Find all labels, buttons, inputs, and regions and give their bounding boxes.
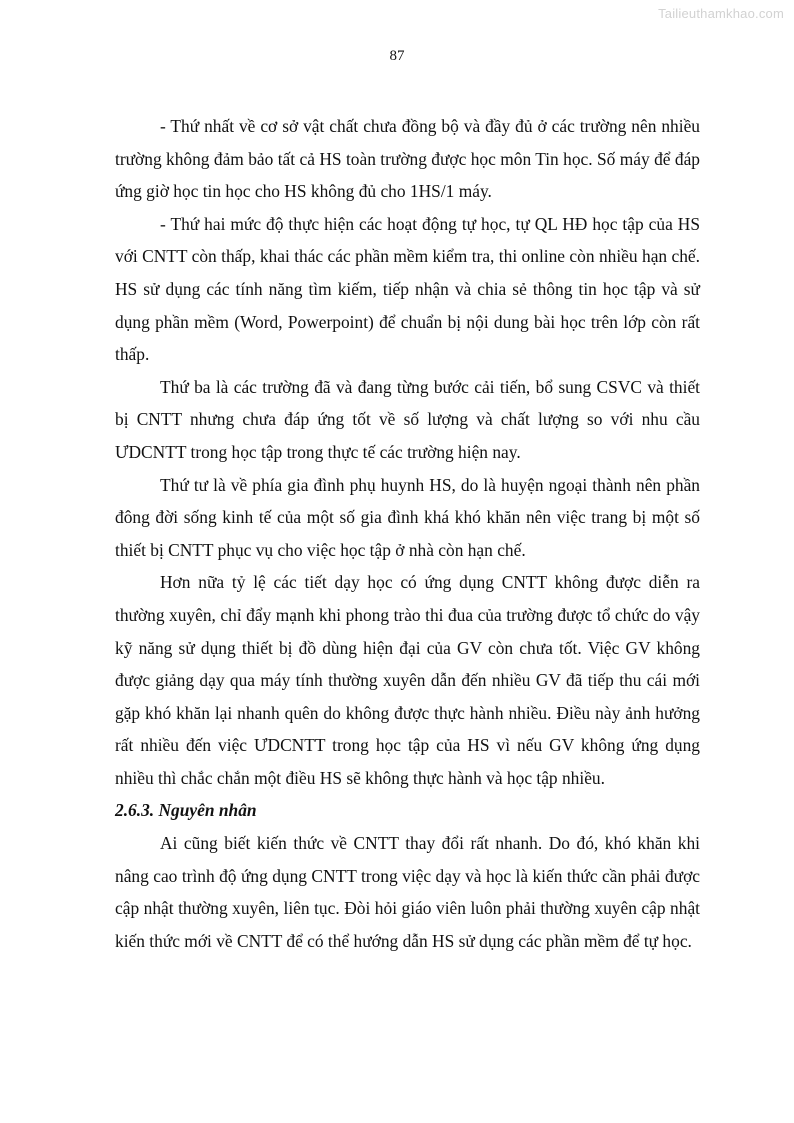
section-heading: 2.6.3. Nguyên nhân bbox=[115, 800, 257, 821]
document-body bbox=[115, 110, 700, 957]
page-number: 87 bbox=[389, 48, 405, 64]
paragraph-5: Hơn nữa tỷ lệ các tiết dạy học có ứng dụng CNTT không được diễn ra thường xuyên, chỉ đẩy mạnh khi phong trào thi đua của trường được tổ chức do vậy kỹ năng sử dụng thiết bị đồ dùng hiện đại của GV còn chưa tốt. Việc GV không được giảng dạy qua máy tính thường xuyên dẫn đến nhiều GV đã tiếp thu cái mới gặp khó khăn lại nhanh quên do không được thực hành nhiều. Điều này ảnh hưởng rất nhiều đến việc ƯDCNTT trong học tập của HS vì nếu GV không ứng dụng nhiều thì chắc chắn một điều HS sẽ không thực hành và học tập nhiều. bbox=[115, 572, 700, 788]
paragraph-4: Thứ tư là về phía gia đình phụ huynh HS, do là huyện ngoại thành nên phần đông đời sống kinh tế của một số gia đình khá khó khăn nên việc trang bị một số thiết bị CNTT phục vụ cho việc học tập ở nhà còn hạn chế. bbox=[115, 474, 700, 560]
paragraph-1: - Thứ nhất về cơ sở vật chất chưa đồng bộ và đầy đủ ở các trường nên nhiều trường không đảm bảo tất cả HS toàn trường được học môn Tin học. Số máy để đáp ứng giờ học tin học cho HS không đủ cho 1HS/1 máy. bbox=[115, 116, 700, 202]
paragraph-6: Ai cũng biết kiến thức về CNTT thay đổi rất nhanh. Do đó, khó khăn khi nâng cao trình độ ứng dụng CNTT trong việc dạy và học là kiến thức cần phải được cập nhật thường xuyên, liên tục. Đòi hỏi giáo viên luôn phải thường xuyên cập nhật kiến thức mới về CNTT để có thể hướng dẫn HS sử dụng các phần mềm để tự học. bbox=[115, 833, 700, 951]
paragraph-3: Thứ ba là các trường đã và đang từng bước cải tiến, bổ sung CSVC và thiết bị CNTT nhưng chưa đáp ứng tốt về số lượng và chất lượng so với nhu cầu ƯDCNTT trong học tập trong thực tế các trường hiện nay. bbox=[115, 376, 700, 462]
watermark-text: Tailieuthamkhao.com bbox=[658, 6, 784, 21]
paragraph-2: - Thứ hai mức độ thực hiện các hoạt động tự học, tự QL HĐ học tập của HS với CNTT còn thấp, khai thác các phần mềm kiểm tra, thi online còn nhiều hạn chế. HS sử dụng các tính năng tìm kiếm, tiếp nhận và chia sẻ thông tin học tập và sử dụng phần mềm (Word, Powerpoint) để chuẩn bị nội dung bài học trên lớp còn rất thấp. bbox=[115, 213, 700, 365]
